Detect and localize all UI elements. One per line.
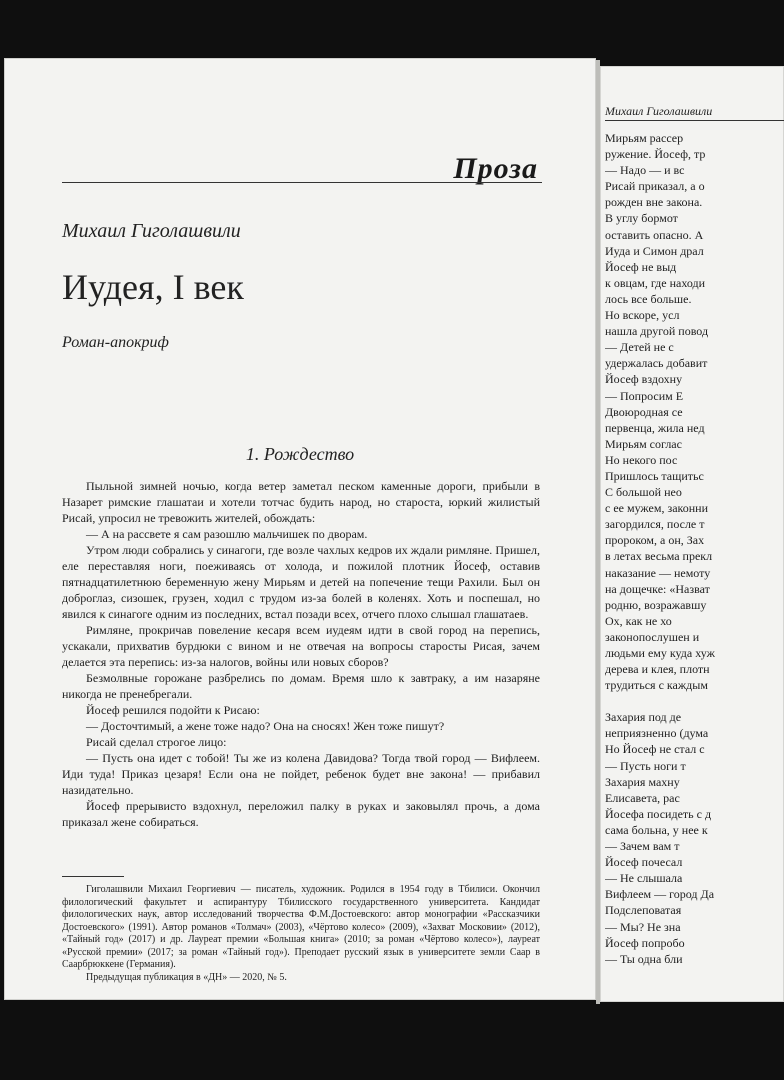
right-page-line: Йосефа посидеть с д (605, 806, 712, 821)
paragraph: Утром люди собрались у синагоги, где возле чахлых кедров их ждали римляне. Пришел, еле переставляя ноги, поеживаясь от холода, и пожилой плотник Йосеф, оставив пятнадцатилетнюю беременную жену Мирьям и детей на попечение тещи Рахили. Был он доброглаз, сизошек, грузен, ходил с трудом из-за болей в коленях. Хоть и поспешал, но явился к синагоге одним из последних, встал позади всех, отчего плохо слышал глашатаев. (62, 543, 540, 621)
paragraph: Рисай сделал строгое лицо: (86, 735, 227, 749)
right-page-line: законопослушен и (605, 629, 700, 644)
right-page-line: Мирьям рассер (605, 131, 684, 145)
right-page-body (605, 130, 784, 967)
right-page-line: — Пусть ноги т (605, 758, 686, 773)
footnote (62, 884, 540, 984)
right-page-line: Но вскоре, усл (605, 308, 680, 323)
right-page-line: Йосеф не выд (605, 259, 677, 274)
right-page-line: дерева и клея, плотн (605, 662, 710, 677)
right-page-line: Мирьям соглас (605, 436, 682, 451)
paragraph: Пыльной зимней ночью, когда ветер заметал песком каменные дороги, прибыли в Назарет римские глашатаи и хотели тотчас будить народ, но староста, юркий жилистый Рисай, упросил не тревожить жителей, обождать: (62, 479, 540, 525)
paragraph: — Досточтимый, а жене тоже надо? Она на сносях! Жен тоже пишут? (86, 719, 445, 733)
right-page-line: пророком, а он, Зах (605, 533, 705, 548)
right-page-line: — Ты одна бли (605, 951, 683, 966)
right-page-line: Пришлось тащитьс (605, 468, 704, 483)
right-page-line: неприязненно (дума (605, 726, 709, 741)
right-page-line: Йосеф почесал (605, 855, 683, 870)
right-page-line: Вифлеем — город Да (605, 887, 715, 902)
right-page-line: Захария махну (605, 774, 680, 789)
right-page-line: — Не слышала (605, 871, 683, 886)
right-page-line: лось все больше. (605, 291, 692, 306)
author-name: Михаил Гиголашвили (62, 220, 241, 242)
right-page-line: рожден вне закона. (605, 195, 703, 210)
paragraph: Йосеф прерывисто вздохнул, переложил палку в руках и заковылял прочь, а дома приказал жене собираться. (62, 799, 540, 829)
paragraph: Безмолвные горожане разбрелись по домам. Время шло к завтраку, а им назаряне никогда не пренебрегали. (62, 671, 540, 701)
right-page-line: в летах весьма прекл (605, 549, 713, 564)
right-page-line: нашла другой повод (605, 324, 709, 339)
right-page-line: родню, возражавшу (605, 597, 707, 612)
chapter-title: 1. Рождество (245, 444, 355, 464)
right-page-line (605, 693, 784, 709)
right-page-line: первенца, жила нед (605, 420, 705, 435)
right-page-line: ружение. Йосеф, тр (605, 147, 706, 162)
right-page (600, 66, 784, 1002)
right-page-line: — Попросим Е (605, 388, 684, 403)
right-page-line: сама больна, у нее к (605, 822, 708, 837)
right-page-line: Рисай приказал, а о (605, 179, 705, 194)
right-page-line: — Надо — и вс (605, 163, 685, 178)
right-page-line: удержалась добавит (605, 356, 708, 371)
right-page-line: С большой нео (605, 485, 682, 500)
right-page-line: Подслеповатая (605, 903, 682, 918)
right-page-line: Но некого пос (605, 452, 678, 467)
right-page-line: людьми ему куда хуж (605, 646, 715, 660)
right-page-line: на дощечке: «Назват (605, 581, 710, 596)
running-header: Михаил Гиголашвили (605, 104, 713, 118)
footnote-rule (62, 876, 124, 877)
paragraph: — А на рассвете я сам разошлю мальчишек по дворам. (86, 527, 368, 541)
right-page-line: Захария под де (605, 710, 682, 725)
header-rule (62, 182, 542, 183)
right-page-line: В углу бормот (605, 211, 678, 226)
right-page-line: — Мы? Не зна (605, 919, 681, 934)
right-page-line: наказание — немоту (605, 565, 711, 580)
footnote-bio: Гиголашвили Михаил Георгиевич — писатель, художник. Родился в 1954 году в Тбилиси. Окончил филологический факультет и аспирантуру Тбилисского государственного университета. Кандидат филологических наук, автор исследований творчества Ф.М.Достоевского: автор монографии «Рассказчики Достоевского» (1991). Автор романов «Толмач» (2003), «Чёртово колесо» (2009), «Захват Московии» (2012), «Тайный год» (2017) и др. Лауреат премии «Большая книга» (2010; за роман «Чёртово колесо»), лауреат «Русской премии» (2017; за роман «Тайный год»). Преподает русский язык в университете земли Саар в Саарбрюккене (Германия). (62, 884, 540, 970)
right-page-line: — Зачем вам т (605, 839, 680, 854)
right-page-line: Елисавета, рас (605, 790, 680, 805)
right-page-line: с ее мужем, законни (605, 501, 709, 516)
section-label: Проза (453, 152, 538, 185)
right-page-line: Йосеф попробо (605, 935, 685, 950)
right-page-line: Иуда и Симон драл (605, 243, 704, 258)
subtitle: Роман-апокриф (62, 334, 169, 351)
right-page-line: Ох, как не хо (605, 613, 672, 628)
running-header-rule (605, 120, 784, 121)
right-page-line: Но Йосеф не стал с (605, 742, 705, 757)
right-page-line: трудиться с каждым (605, 678, 708, 693)
footnote-publication: Предыдущая публикация в «ДН» — 2020, № 5. (86, 971, 287, 983)
body-text (62, 478, 540, 830)
page-title: Иудея, I век (62, 267, 244, 307)
left-page (4, 58, 596, 1000)
right-page-line: — Детей не с (605, 340, 674, 355)
right-page-line: Двоюродная се (605, 404, 683, 419)
right-page-line: Йосеф вздохну (605, 372, 683, 387)
right-page-line: оставить опасно. А (605, 227, 704, 242)
paragraph: — Пусть она идет с тобой! Ты же из колена Давидова? Тогда твой город — Вифлеем. Иди туда! Приказ цезаря! Если она не пойдет, ребенок будет вне закона! — прибавил назидательно. (62, 751, 540, 797)
right-page-line: к овцам, где находи (605, 275, 706, 290)
paragraph: Йосеф решился подойти к Рисаю: (86, 703, 260, 717)
paragraph: Римляне, прокричав повеление кесаря всем иудеям идти в свой город на перепись, ускакали, прихватив бурдюки с вином и не отвечая на вопросы старосты Рисая, зачем делается эта перепись: из-за налогов, войны или новых сборов? (62, 623, 540, 669)
right-page-line: загордился, после т (605, 517, 705, 532)
